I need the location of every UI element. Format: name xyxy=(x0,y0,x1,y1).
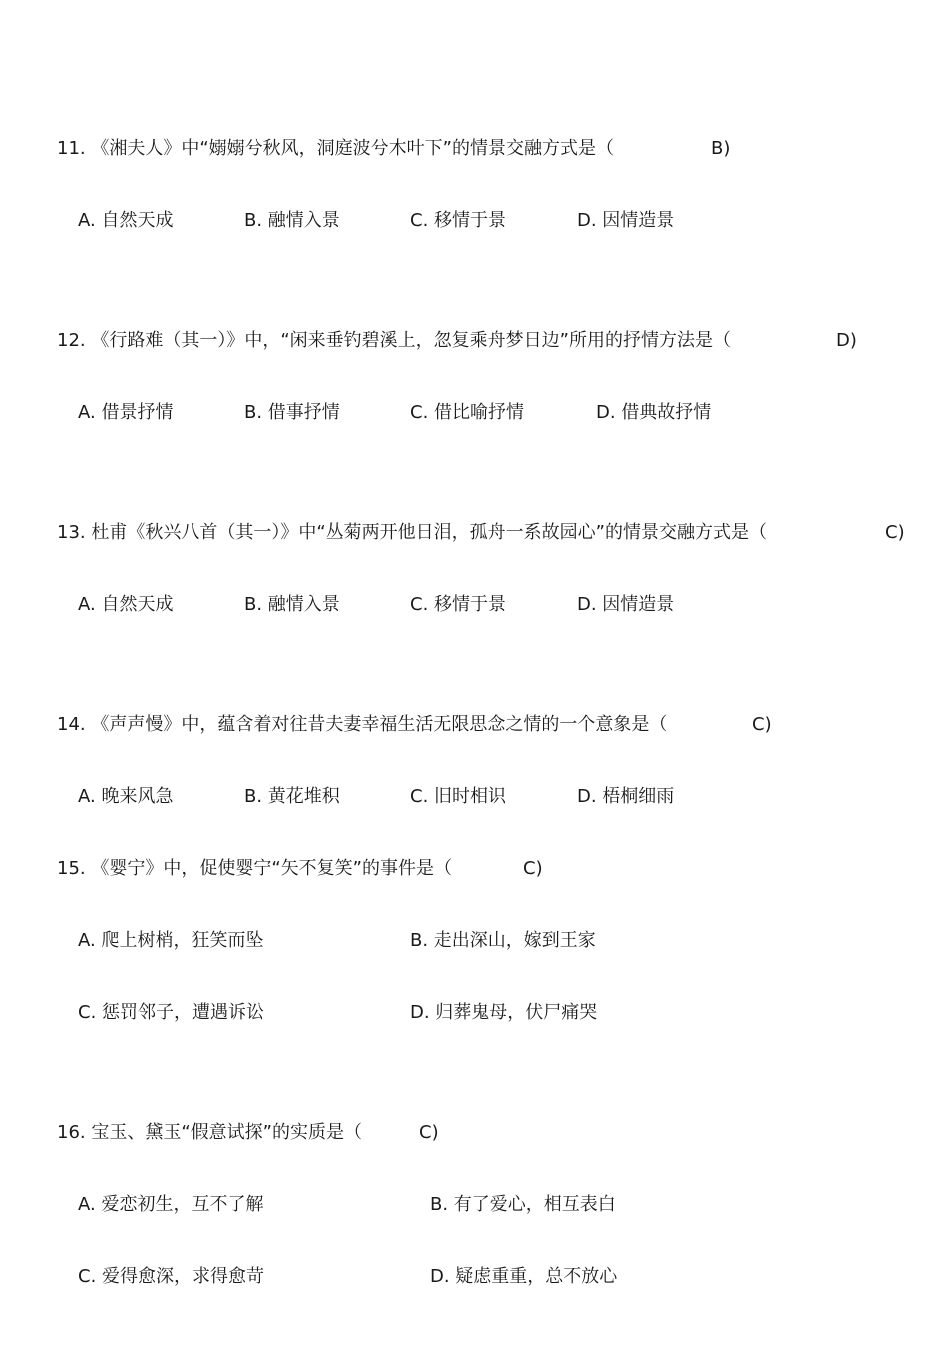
question-stem: 15. 《婴宁》中，促使婴宁“矢不复笑”的事件是（ xyxy=(57,858,452,879)
option-a: A. 自然天成 xyxy=(78,594,174,615)
option-a: A. 爱恋初生，互不了解 xyxy=(78,1194,264,1215)
option-a: A. 自然天成 xyxy=(78,210,174,231)
question-stem: 12. 《行路难（其一）》中，“闲来垂钓碧溪上，忽复乘舟梦日边”所用的抒情方法是（ xyxy=(57,330,731,351)
answer-mark: D) xyxy=(836,330,857,351)
option-c: C. 惩罚邻子，遭遇诉讼 xyxy=(78,1002,265,1023)
question-stem: 11. 《湘夫人》中“嫋嫋兮秋风，洞庭波兮木叶下”的情景交融方式是（ xyxy=(57,138,614,159)
option-d: D. 疑虑重重，总不放心 xyxy=(430,1266,618,1287)
option-a: A. 爬上树梢，狂笑而坠 xyxy=(78,930,264,951)
answer-mark: C) xyxy=(752,714,772,735)
option-b: B. 有了爱心，相互表白 xyxy=(430,1194,616,1215)
option-a: A. 借景抒情 xyxy=(78,402,174,423)
question-stem: 13. 杜甫《秋兴八首（其一）》中“丛菊两开他日泪，孤舟一系故园心”的情景交融方式是（ xyxy=(57,522,767,543)
option-b: B. 融情入景 xyxy=(244,594,340,615)
option-c: C. 移情于景 xyxy=(410,594,507,615)
option-b: B. 黄花堆积 xyxy=(244,786,340,807)
option-b: B. 融情入景 xyxy=(244,210,340,231)
option-c: C. 移情于景 xyxy=(410,210,507,231)
answer-mark: B) xyxy=(711,138,731,159)
option-c: C. 旧时相识 xyxy=(410,786,507,807)
option-c: C. 爱得愈深，求得愈苛 xyxy=(78,1266,265,1287)
question-stem: 14. 《声声慢》中，蕴含着对往昔夫妻幸福生活无限思念之情的一个意象是（ xyxy=(57,714,668,735)
option-a: A. 晚来风急 xyxy=(78,786,174,807)
answer-mark: C) xyxy=(885,522,905,543)
answer-mark: C) xyxy=(419,1122,439,1143)
option-d: D. 借典故抒情 xyxy=(596,402,712,423)
question-stem: 16. 宝玉、黛玉“假意试探”的实质是（ xyxy=(57,1122,362,1143)
option-c: C. 借比喻抒情 xyxy=(410,402,525,423)
option-d: D. 归葬鬼母，伏尸痛哭 xyxy=(410,1002,598,1023)
answer-mark: C) xyxy=(523,858,543,879)
option-d: D. 因情造景 xyxy=(577,594,675,615)
option-b: B. 借事抒情 xyxy=(244,402,340,423)
option-b: B. 走出深山，嫁到王家 xyxy=(410,930,596,951)
option-d: D. 梧桐细雨 xyxy=(577,786,675,807)
option-d: D. 因情造景 xyxy=(577,210,675,231)
